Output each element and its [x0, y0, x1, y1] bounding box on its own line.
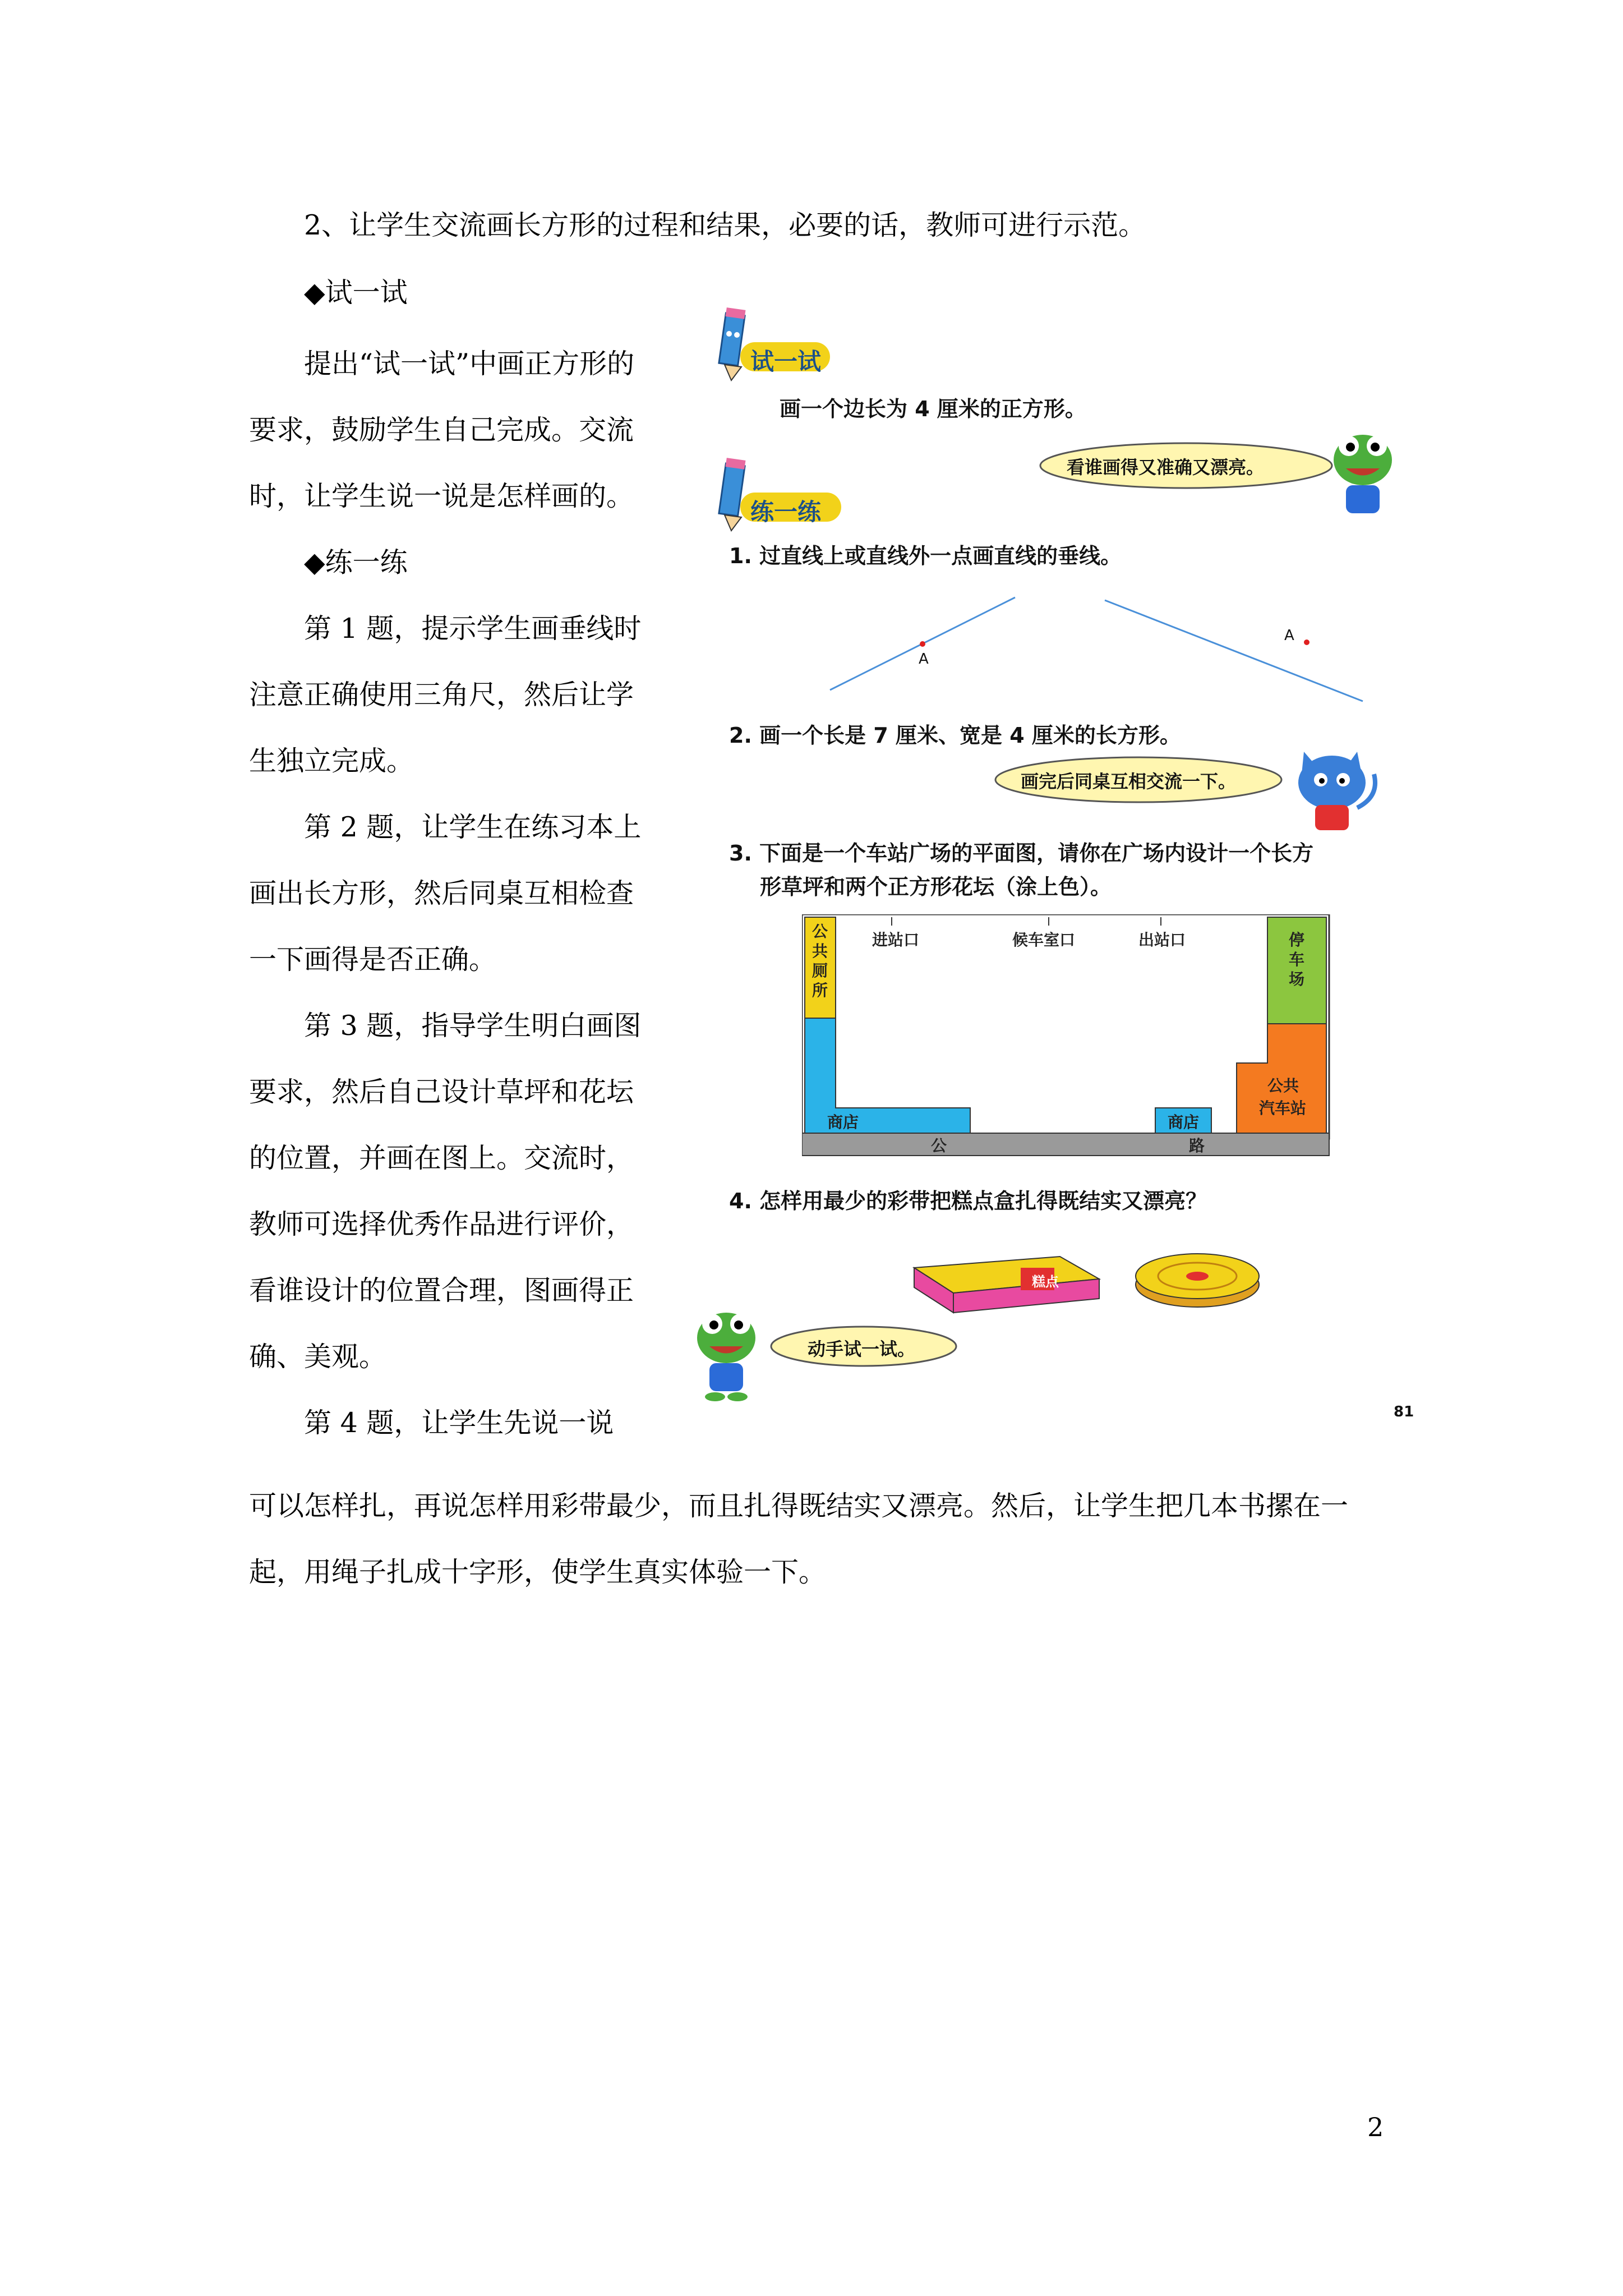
pencil-icon: [712, 453, 751, 532]
left-column: [249, 331, 642, 1456]
plan-toilet-1: 公: [812, 922, 828, 941]
plan-toilet-3: 厕: [812, 961, 828, 980]
question-2: 2. 画一个长是 7 厘米、宽是 4 厘米的长方形。: [729, 723, 1181, 748]
try-paragraph: 提出“试一试”中画正方形的要求，鼓励学生自己完成。交流时，让学生说一说是怎样画的。: [249, 348, 635, 512]
plan-parking-1: 停: [1289, 931, 1305, 949]
bubble-frog2-text: 动手试一试。: [808, 1338, 916, 1360]
plan-toilet-2: 共: [812, 942, 828, 960]
frog-icon: [1329, 429, 1396, 519]
try-banner-text: 试一试: [750, 348, 822, 375]
page-number: 2: [1367, 2112, 1384, 2142]
plan-shop-left: 商店: [827, 1113, 859, 1131]
try-heading: ◆试一试: [304, 277, 408, 309]
point-label-a2: A: [1284, 627, 1294, 644]
question-3-line-2: 形草坪和两个正方形花坛（涂上色）。: [760, 875, 1112, 899]
bubble-cat-text: 画完后同桌互相交流一下。: [1021, 771, 1237, 792]
pencil-icon: [712, 303, 751, 381]
perpendicular-figures: [824, 572, 1413, 724]
cat-icon: [1290, 740, 1385, 836]
plan-parking-2: 车: [1289, 950, 1305, 969]
bubble-frog-text: 看谁画得又准确又漂亮。: [1067, 457, 1265, 478]
plan-exit: 出站口: [1138, 931, 1186, 949]
box-label: 糕点: [1032, 1274, 1059, 1290]
practice-banner-text: 练一练: [750, 498, 822, 526]
plan-road-1: 公: [931, 1137, 947, 1155]
plan-entrance: 进站口: [872, 931, 920, 949]
intro-line: 2、让学生交流画长方形的过程和结果，必要的话，教师可进行示范。: [304, 209, 1146, 241]
continuation-line-2: 起，用绳子扎成十字形，使学生真实体验一下。: [249, 1556, 827, 1588]
plan-shop-right: 商店: [1168, 1113, 1200, 1131]
question-3-line-1: 3. 下面是一个车站广场的平面图，请你在广场内设计一个长方: [729, 841, 1314, 866]
continuation-line-1: 可以怎样扎，再说怎样用彩带最少，而且扎得既结实又漂亮。然后，让学生把几本书摞在一: [249, 1490, 1349, 1522]
practice-item-3: 第 3 题，指导学生明白画图要求，然后自己设计草坪和花坛的位置，并画在图上。交流时，教师可选择优秀作品进行评价，看谁设计的位置合理，图画得正确、美观。: [249, 1010, 642, 1373]
point-label-a1: A: [919, 651, 929, 668]
plan-waiting-room: 候车室口: [1012, 931, 1076, 949]
cake-box: [903, 1234, 1110, 1318]
question-1: 1. 过直线上或直线外一点画直线的垂线。: [729, 544, 1122, 568]
practice-item-4: 第 4 题，让学生先说一说: [304, 1407, 614, 1439]
plan-bus-1: 公共: [1267, 1076, 1299, 1095]
book-page-number: 81: [1394, 1404, 1414, 1420]
station-plan: [802, 914, 1340, 1167]
plan-bus-2: 汽车站: [1259, 1099, 1307, 1117]
practice-item-2: 第 2 题，让学生在练习本上画出长方形，然后同桌互相检查一下画得是否正确。: [249, 811, 642, 976]
plan-toilet-4: 所: [812, 981, 828, 1000]
frog-icon: [690, 1307, 763, 1402]
practice-item-1: 第 1 题，提示学生画垂线时注意正确使用三角尺，然后让学生独立完成。: [249, 613, 642, 777]
plan-road-2: 路: [1189, 1137, 1205, 1155]
textbook-page: [667, 303, 1419, 1436]
ribbon-roll: [1127, 1245, 1267, 1313]
plan-parking-3: 场: [1289, 970, 1305, 988]
try-task: 画一个边长为 4 厘米的正方形。: [780, 397, 1086, 421]
question-4: 4. 怎样用最少的彩带把糕点盒扎得既结实又漂亮？: [729, 1189, 1207, 1213]
practice-heading: ◆练一练: [304, 546, 408, 578]
